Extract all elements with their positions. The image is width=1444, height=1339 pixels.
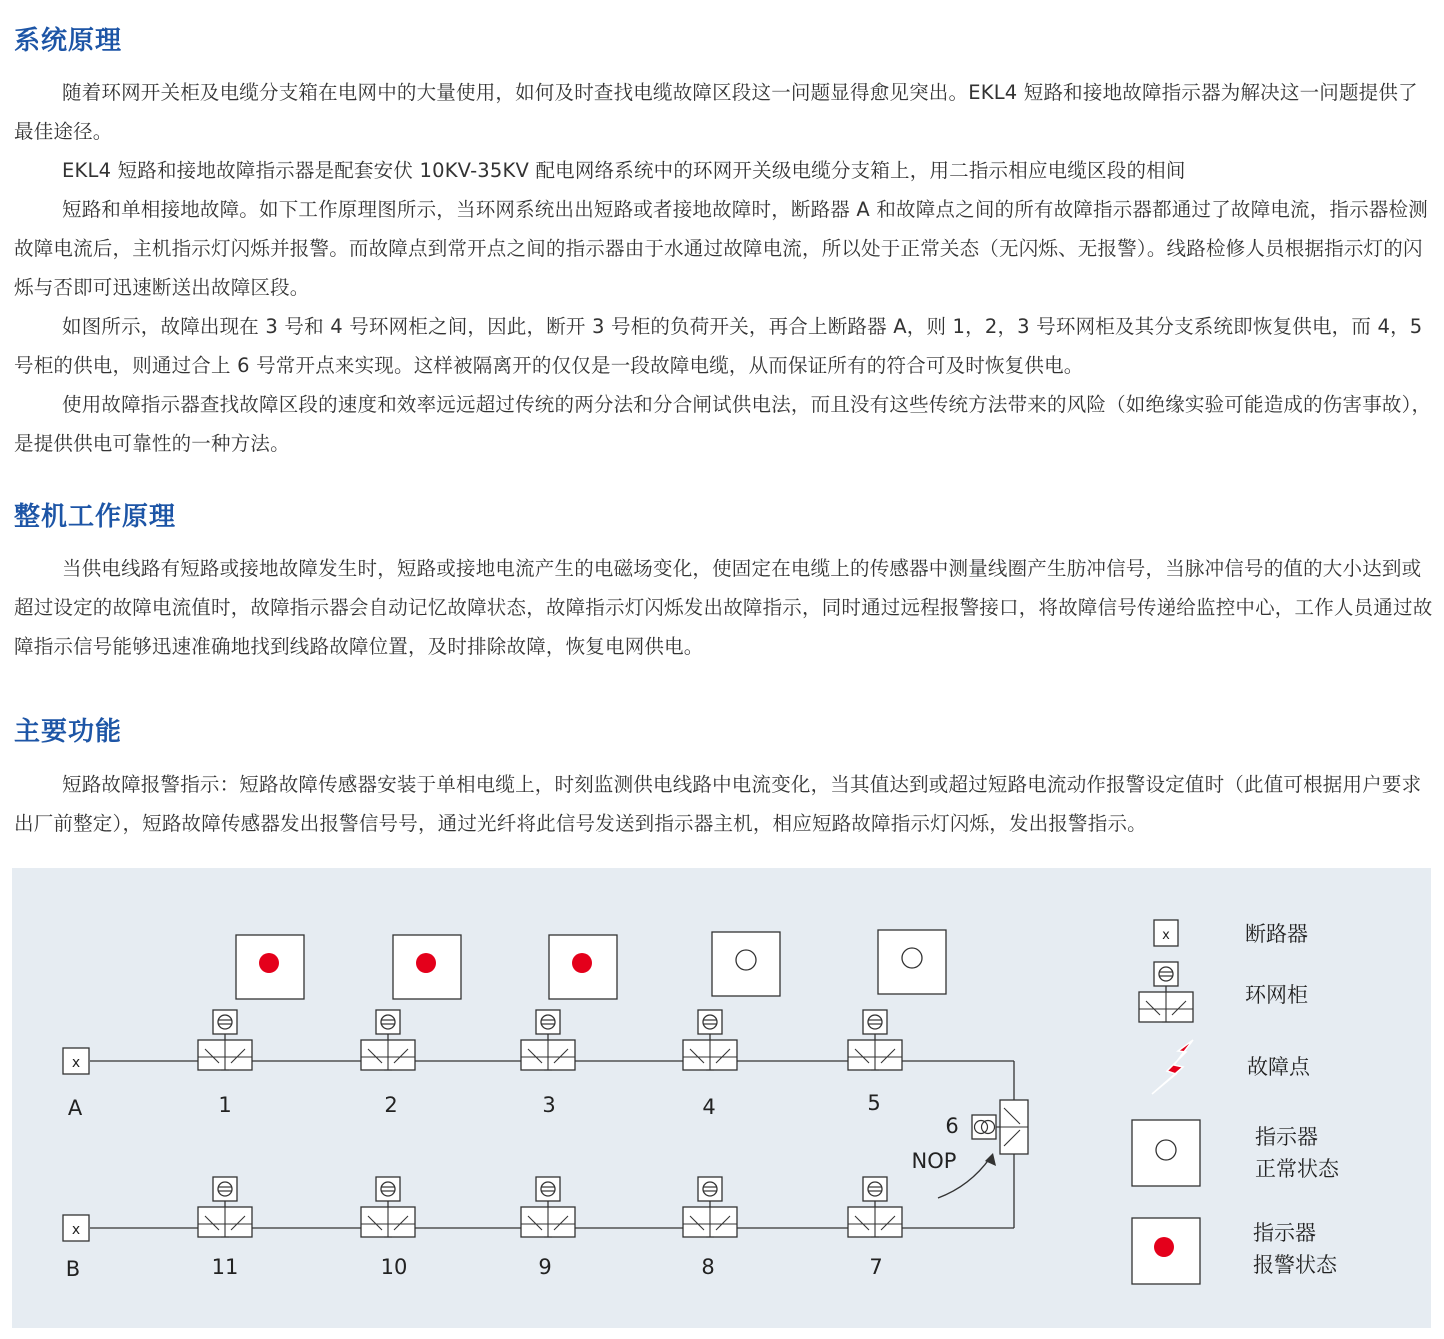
svg-text:x: x	[71, 1055, 81, 1071]
svg-text:x: x	[71, 1222, 81, 1238]
ring-unit-7	[848, 1177, 902, 1237]
legend-alarm-line2: 报警状态	[1253, 1253, 1337, 1277]
paragraph: EKL4 短路和接地故障指示器是配套安伏 10KV-35KV 配电网络系统中的环网开关级电缆分支箱上，用二指示相应电缆区段的相间	[62, 159, 1186, 182]
ring-network-diagram	[12, 868, 1431, 1328]
legend-fault-point-label: 故障点	[1247, 1055, 1310, 1079]
unit-label-7: 7	[869, 1255, 883, 1279]
indicator-4	[712, 932, 780, 996]
legend-ring-unit-label: 环网柜	[1245, 983, 1308, 1007]
unit-label-4: 4	[702, 1095, 716, 1119]
ring-unit-8	[683, 1177, 737, 1237]
legend-ring-unit-icon	[1139, 962, 1193, 1022]
paragraph: 使用故障指示器查找故障区段的速度和效率远远超过传统的两分法和分合闸试供电法，而且没有这些传统方法带来的风险（如绝缘实验可能造成的伤害事故），是提供供电可靠性的一种方法。	[14, 393, 1432, 455]
legend-breaker-icon	[1154, 920, 1178, 946]
breaker-b	[63, 1215, 89, 1241]
nop-number-label: 6	[945, 1114, 959, 1138]
legend-normal-line2: 正常状态	[1255, 1157, 1339, 1181]
unit-label-1: 1	[218, 1093, 232, 1117]
breaker-b-label: B	[65, 1257, 81, 1281]
legend-normal-line1: 指示器	[1255, 1125, 1318, 1149]
unit-label-8: 8	[701, 1255, 715, 1279]
paragraph: 短路和单相接地故障。如下工作原理图所示，当环网系统出出短路或者接地故障时，断路器 A 和故障点之间的所有故障指示器都通过了故障电流，指示器检测故障电流后，主机指示灯闪烁并报警。而故障点到常开点之间的指示器由于水通过故障电流，所以处于正常关态（无闪烁、无报警）。线路检修人员根据指示灯的闪烁与否即可迅速断送出故障区段。	[14, 198, 1428, 299]
legend-indicator-alarm-icon	[1132, 1218, 1200, 1284]
paragraph: 随着环网开关柜及电缆分支箱在电网中的大量使用，如何及时查找电缆故障区段这一问题显得愈见突出。EKL4 短路和接地故障指示器为解决这一问题提供了最佳途径。	[14, 81, 1418, 143]
indicator-1	[236, 935, 304, 999]
ring-unit-5	[848, 1010, 902, 1070]
ring-unit-4	[683, 1010, 737, 1070]
ring-unit-1	[198, 1010, 252, 1070]
nop-label: NOP	[911, 1149, 957, 1173]
unit-label-9: 9	[538, 1255, 552, 1279]
ring-unit-2	[361, 1010, 415, 1070]
ring-unit-9	[521, 1177, 575, 1237]
paragraph: 当供电线路有短路或接地故障发生时，短路或接地电流产生的电磁场变化，使固定在电缆上的传感器中测量线圈产生肪冲信号，当脉冲信号的值的大小达到或超过设定的故障电流值时，故障指示器会自动记忆故障状态，故障指示灯闪烁发出故障指示，同时通过远程报警接口，将故障信号传递给监控中心，工作人员通过故障指示信号能够迅速准确地找到线路故障位置，及时排除故障，恢复电网供电。	[14, 557, 1433, 658]
unit-label-3: 3	[542, 1093, 556, 1117]
indicator-3	[549, 935, 617, 999]
section-title-main-functions: 主要功能	[14, 717, 123, 747]
legend-fault-point-icon	[1152, 1040, 1193, 1094]
paragraph: 短路故障报警指示：短路故障传感器安装于单相电缆上，时刻监测供电线路中电流变化，当其值达到或超过短路电流动作报警设定值时（此值可根据用户要求出厂前整定），短路故障传感器发出报警信号号，通过光纤将此信号发送到指示器主机，相应短路故障指示灯闪烁，发出报警指示。	[14, 773, 1422, 835]
unit-label-11: 11	[211, 1255, 239, 1279]
paragraph: 如图所示，故障出现在 3 号和 4 号环网柜之间，因此，断开 3 号柜的负荷开关，再合上断路器 A，则 1，2，3 号环网柜及其分支系统即恢复供电，而 4，5 号柜的供电，则通过合上 6 号常开点来实现。这样被隔离开的仅仅是一段故障电缆，从而保证所有的符合可及时恢复供电。	[14, 315, 1423, 377]
indicator-5	[878, 930, 946, 994]
nop-arrowhead-icon	[985, 1153, 996, 1166]
breaker-a-label: A	[67, 1096, 83, 1120]
nop-switch-6	[972, 1100, 1028, 1154]
svg-text:x: x	[1162, 928, 1170, 943]
breaker-a	[63, 1048, 89, 1074]
ring-unit-11	[198, 1177, 252, 1237]
unit-label-5: 5	[867, 1091, 881, 1115]
diagram-canvas	[12, 868, 1431, 1328]
indicator-2	[393, 935, 461, 999]
legend-breaker-label: 断路器	[1245, 922, 1308, 946]
ring-unit-3	[521, 1010, 575, 1070]
unit-label-2: 2	[384, 1093, 398, 1117]
ring-unit-10	[361, 1177, 415, 1237]
legend-alarm-line1: 指示器	[1253, 1221, 1316, 1245]
legend-indicator-normal-icon	[1132, 1120, 1200, 1186]
section-title-machine-principle: 整机工作原理	[14, 502, 177, 532]
section-title-system-principle: 系统原理	[14, 26, 123, 56]
unit-label-10: 10	[380, 1255, 408, 1279]
